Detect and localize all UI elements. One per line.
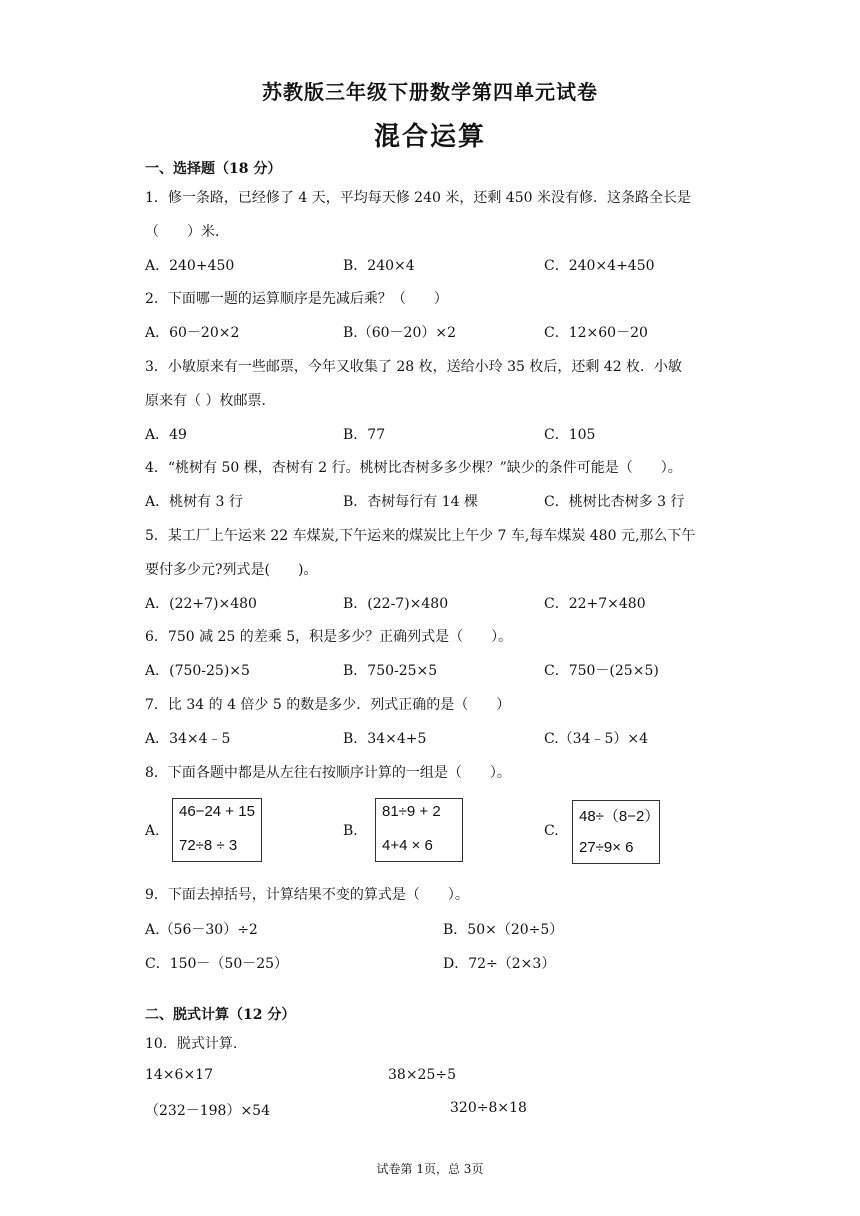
question-7-text: 7．比 34 的 4 倍少 5 的数是多少．列式正确的是（ ） [145, 697, 511, 713]
question-1-option-c: C．240×4+450 [544, 258, 655, 274]
question-10-text: 10．脱式计算. [145, 1036, 238, 1052]
question-5-text: 5．某工厂上午运来 22 车煤炭,下午运来的煤炭比上午少 7 车,每车煤炭 480 元,那么下午 [145, 528, 696, 544]
expression-line: 72÷8 ÷ 3 [179, 837, 238, 854]
question-3-text-cont: 原来有（ ）枚邮票． [145, 393, 276, 409]
question-7-option-a: A．34×4﹣5 [145, 731, 231, 747]
question-3-option-b: B．77 [343, 427, 386, 443]
question-4-option-a: A．桃树有 3 行 [145, 494, 243, 510]
question-6-option-b: B．750-25×5 [343, 663, 438, 679]
page-footer: 试卷第 1页，总 3页 [376, 1162, 484, 1176]
expression-line: 46−24 + 15 [179, 803, 255, 820]
question-5-option-c: C．22+7×480 [544, 596, 646, 612]
question-5-option-b: B．(22-7)×480 [343, 596, 449, 612]
question-8-option-a-label: A. [145, 823, 160, 839]
section-heading: 二、脱式计算（12 分） [145, 1007, 296, 1023]
section-heading: 一、选择题（18 分） [145, 161, 282, 177]
question-4-option-b: B．杏树每行有 14 棵 [343, 494, 479, 510]
question-2-option-a: A．60－20×2 [145, 325, 240, 341]
question-8-option-b-box [375, 798, 463, 862]
exam-subtitle: 混合运算 [373, 122, 486, 152]
question-1-text-cont: （ ）米． [145, 224, 229, 240]
expression-line: 4+4 × 6 [382, 837, 433, 854]
question-5-text-cont: 要付多少元?列式是( )。 [145, 562, 318, 578]
question-9-text: 9．下面去掉括号，计算结果不变的算式是（ ）。 [145, 887, 469, 903]
question-8-option-c-box [572, 800, 660, 864]
question-1-text: 1．修一条路，已经修了 4 天，平均每天修 240 米，还剩 450 米没有修．这条路全长是 [145, 190, 691, 206]
question-9-option-a: A.（56－30）÷2 [145, 922, 258, 938]
calculation-expression: （232－198）×54 [145, 1103, 270, 1119]
question-4-option-c: C．桃树比杏树多 3 行 [544, 494, 685, 510]
exam-title: 苏教版三年级下册数学第四单元试卷 [262, 80, 598, 104]
expression-line: 81÷9 + 2 [382, 803, 441, 820]
question-2-option-b: B.（60－20）×2 [343, 325, 457, 341]
expression-line: 48÷（8−2） [579, 808, 660, 825]
question-9-option-d: D．72÷（2×3） [443, 956, 556, 972]
question-8-option-a-box [172, 798, 262, 862]
question-1-option-a: A．240+450 [145, 258, 235, 274]
question-8-option-c-label: C. [544, 823, 559, 839]
question-1-option-b: B．240×4 [343, 258, 415, 274]
question-6-option-a: A．(750-25)×5 [145, 663, 250, 679]
question-3-option-a: A．49 [145, 427, 187, 443]
question-6-option-c: C．750－(25×5) [544, 663, 659, 679]
question-8-text: 8．下面各题中都是从左往右按顺序计算的一组是（ ）。 [145, 765, 511, 781]
question-7-option-c: C.（34﹣5）×4 [544, 731, 649, 747]
question-7-option-b: B．34×4+5 [343, 731, 427, 747]
expression-line: 27÷9× 6 [579, 839, 634, 856]
calculation-expression: 14×6×17 [145, 1067, 213, 1083]
question-2-option-c: C．12×60－20 [544, 325, 648, 341]
question-5-option-a: A．(22+7)×480 [145, 596, 257, 612]
question-8-option-b-label: B. [343, 823, 358, 839]
question-9-option-c: C．150－（50－25） [145, 956, 289, 972]
question-4-text: 4．“桃树有 50 棵，杏树有 2 行。桃树比杏树多多少棵？”缺少的条件可能是（ ）。 [145, 460, 682, 476]
question-3-text: 3．小敏原来有一些邮票，今年又收集了 28 枚，送给小玲 35 枚后，还剩 42 枚．小敏 [145, 359, 683, 375]
question-3-option-c: C．105 [544, 427, 596, 443]
question-6-text: 6．750 减 25 的差乘 5，积是多少？正确列式是（ ）。 [145, 629, 513, 645]
question-9-option-b: B．50×（20÷5） [443, 922, 564, 938]
calculation-expression: 320÷8×18 [450, 1100, 527, 1116]
calculation-expression: 38×25÷5 [388, 1067, 456, 1083]
question-2-text: 2．下面哪一题的运算顺序是先减后乘？（ ） [145, 291, 448, 307]
